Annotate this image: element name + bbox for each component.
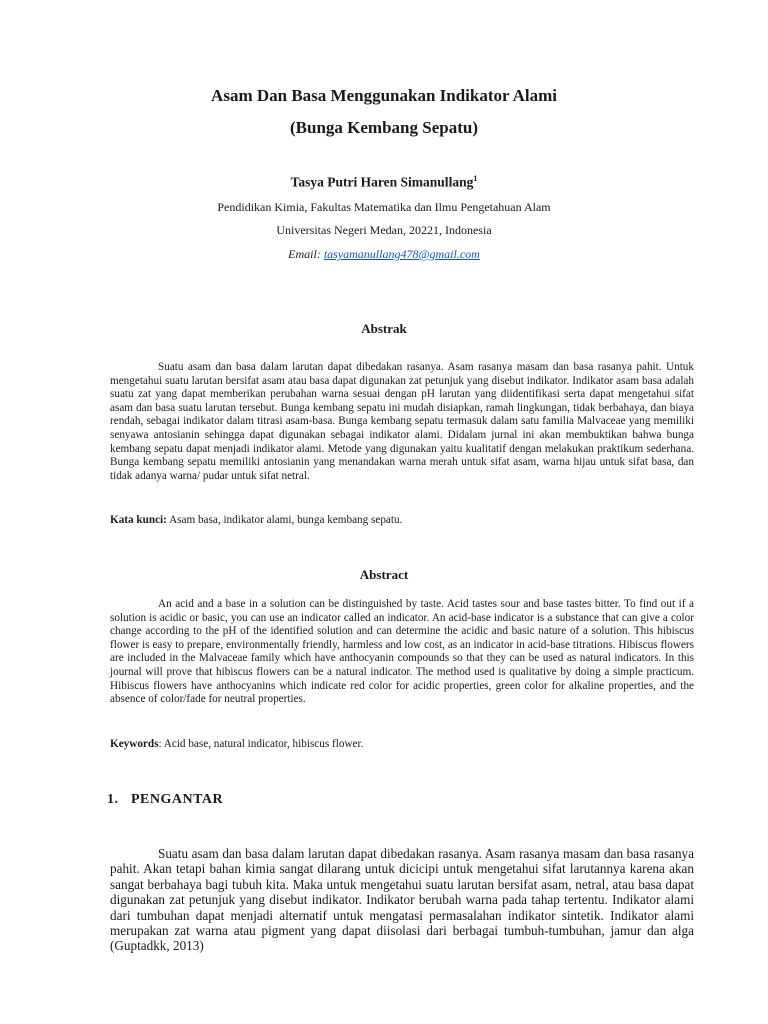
keywords <box>110 738 694 750</box>
keywords-text: : Acid base, natural indicator, hibiscus flower. <box>158 738 364 750</box>
paper-title-line2: (Bunga Kembang Sepatu) <box>290 118 478 137</box>
email-label: Email: <box>288 247 321 261</box>
author-name-text: Tasya Putri Haren Simanullang <box>290 174 474 190</box>
section-number: 1. <box>107 792 119 807</box>
kata-kunci-label: Kata kunci: <box>110 514 167 526</box>
affiliation-line2: Universitas Negeri Medan, 20221, Indonesia <box>276 223 492 237</box>
kata-kunci-text: Asam basa, indikator alami, bunga kembang sepatu. <box>166 514 403 526</box>
abstrak-paragraph: Suatu asam dan basa dalam larutan dapat dibedakan rasanya. Asam rasanya masam dan basa rasanya pahit. Untuk mengetahui suatu larutan bersifat asam atau basa dapat digunakan zat petunjuk yang disebut indikator. Indikator asam basa adalah suatu zat yang dapat memberikan perubahan warna sesuai dengan pH larutan yang diidentifikasi serta dapat mengetahui sifat asam dan basa suatu larutan tersebut. Bunga kembang sepatu ini mudah disiapkan, ramah lingkungan, tidak berbahaya, dan biaya rendah, sebagai indikator dalam titrasi asam-basa. Bunga kembang sepatu termasuk dalam satu familia Malvaceae yang memiliki senyawa antosianin sehingga dapat digunakan sebagai indikator alami. Didalam jurnal ini akan membuktikan bahwa bunga kembang sepatu dapat menjadi indikator alami. Metode yang digunakan yaitu kualitatif dengan melakukan praktikum sederhana. Bunga kembang sepatu memiliki antosianin yang menandakan warna merah untuk sifat asam, warna hijau untuk sifat basa, dan tidak adanya warna/ pudar untuk sifat netral. <box>110 361 694 482</box>
email-link[interactable]: tasyamanullang478@gmail.com <box>323 247 480 261</box>
author-name <box>0 174 768 191</box>
kata-kunci <box>110 514 694 526</box>
keywords-label: Keywords <box>110 738 159 750</box>
abstract-paragraph: An acid and a base in a solution can be distinguished by taste. Acid tastes sour and base tastes bitter. To find out if a solution is acidic or basic, you can use an indicator called an indicator. An acid-base indicator is a substance that can give a color change according to the pH of the identified solution and can determine the acidic and basic nature of a solution. This hibiscus flower is easy to prepare, environmentally friendly, harmless and low cost, as an indicator in acid-base titrations. Hibiscus flowers are included in the Malvaceae family which have anthocyanin compounds so that they can be used as natural indicators. In this journal will prove that hibiscus flowers can be a natural indicator. The method used is qualitative by doing a simple practicum. Hibiscus flowers have anthocyanins which indicate red color for acidic properties, green color for alkaline properties, and the absence of color/fade for neutral properties. <box>110 598 694 706</box>
section-heading-pengantar <box>107 792 223 808</box>
abstract-heading: Abstract <box>359 567 409 582</box>
section-title: PENGANTAR <box>131 792 224 807</box>
paper-title-line1: Asam Dan Basa Menggunakan Indikator Alami <box>211 86 557 105</box>
abstrak-heading: Abstrak <box>361 321 407 336</box>
author-affiliation-marker: 1 <box>473 174 478 183</box>
pengantar-paragraph: Suatu asam dan basa dalam larutan dapat dibedakan rasanya. Asam rasanya masam dan basa rasanya pahit. Akan tetapi bahan kimia sangat dilarang untuk dicicipi untuk mengetahui sifat larutannya karena akan sangat berbahaya bagi tubuh kita. Maka untuk mengetahui suatu larutan bersifat asam, netral, atau basa dapat digunakan zat petunjuk yang disebut indikator. Indikator berubah warna pada tahap tertentu. Indikator alami dari tumbuhan dapat menjadi alternatif untuk mengatasi permasalahan indikator sintetik. Indikator alami merupakan zat warna atau pigment yang dapat diisolasi dari berbagai tumbuh-tumbuhan, jamur dan alga (Guptadkk, 2013) <box>110 846 694 954</box>
affiliation-line1: Pendidikan Kimia, Fakultas Matematika dan Ilmu Pengetahuan Alam <box>217 200 551 214</box>
email-line <box>0 247 768 262</box>
